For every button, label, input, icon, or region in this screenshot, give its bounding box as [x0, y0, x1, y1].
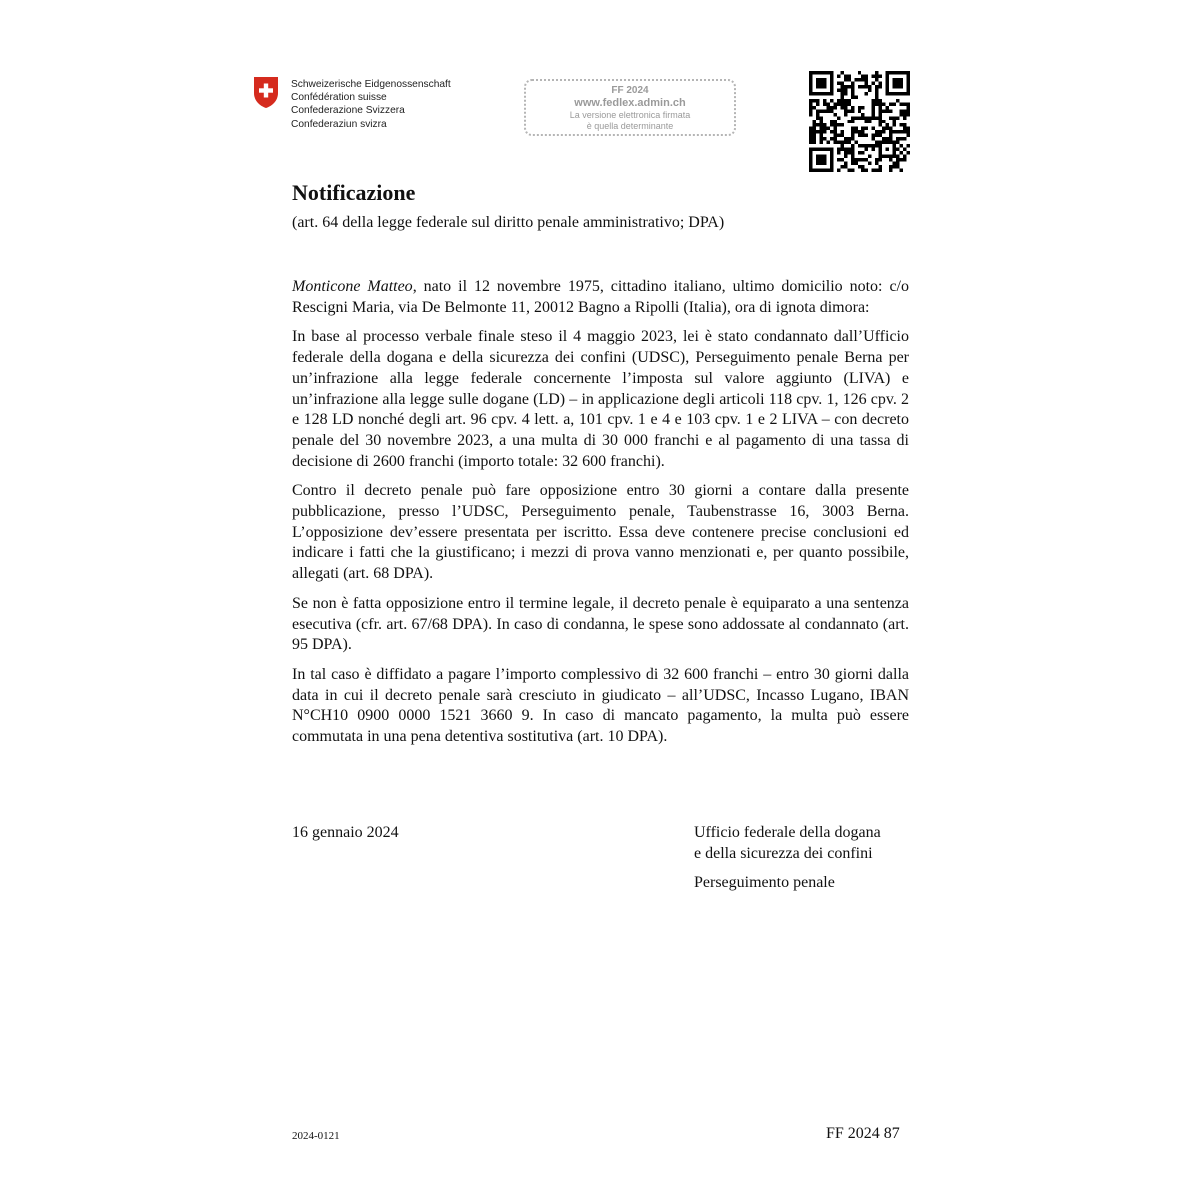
stamp-line-2: www.fedlex.admin.ch [574, 97, 686, 109]
notice-date: 16 gennaio 2024 [292, 824, 399, 841]
body-paragraph-payment: In tal caso è diffidato a pagare l’importo complessivo di 32 600 franchi – entro 30 giorni dalla data in cui il decreto penale sarà cresciuto in giudicato – all’UDSC, Incasso Lugano, IBAN N°CH10 0900 0000 1521 3660 9. In caso di mancato pagamento, la multa può essere commutata in una pena detentiva sostitutiva (art. 10 DPA). [292, 665, 909, 746]
page-title: Notificazione [292, 180, 416, 205]
addressee-paragraph [292, 277, 909, 318]
signature-block [694, 822, 881, 893]
confederation-name-it: Confederazione Svizzera [291, 105, 405, 117]
confederation-names [291, 78, 451, 131]
office-name-line-2: e della sicurezza dei confini [694, 845, 873, 862]
swiss-coat-of-arms-icon [253, 76, 279, 109]
body-paragraph-enforcement: Se non è fatta opposizione entro il termine legale, il decreto penale è equiparato a una sentenza esecutiva (cfr. art. 67/68 DPA). In caso di condanna, le spese sono addossate al condannato (art. 95 DPA). [292, 594, 909, 654]
confederation-name-fr: Confédération suisse [291, 92, 387, 104]
document-id: 2024-0121 [292, 1130, 340, 1142]
stamp-line-4: è quella determinante [586, 121, 674, 131]
publication-stamp [524, 79, 736, 136]
office-name-line-1: Ufficio federale della dogana [694, 824, 881, 841]
department-name: Perseguimento penale [694, 874, 835, 891]
addressee-name: Monticone Matteo [292, 278, 413, 295]
confederation-name-de: Schweizerische Eidgenossenschaft [291, 79, 451, 90]
body-paragraph-sentence: In base al processo verbale finale steso il 4 maggio 2023, lei è stato condannato dall’Ufficio federale della dogana e della sicurezza dei confini (UDSC), Perseguimento penale Berna per un’infrazione alla legge federale concernente l’imposta sul valore aggiunto (LIVA) e un’infrazione alla legge sulle dogane (LD) – in applicazione degli articoli 118 cpv. 1, 126 cpv. 2 e 128 LD nonché degli art. 96 cpv. 4 lett. a, 101 cpv. 1 e 4 e 103 cpv. 1 e 2 LIVA – con decreto penale del 30 novembre 2023, a una multa di 30 000 franchi e al pagamento di una tassa di decisione di 2600 franchi (importo totale: 32 600 franchi). [292, 328, 909, 470]
page-subtitle: (art. 64 della legge federale sul diritto penale amministrativo; DPA) [292, 214, 725, 231]
body-paragraph-opposition: Contro il decreto penale può fare opposizione entro 30 giorni a contare dalla presente pubblicazione, presso l’UDSC, Perseguimento penale, Taubenstrasse 16, 3003 Berna. L’opposizione dev’essere presentata per iscritto. Essa deve contenere precise conclusioni ed indicare i fatti che la giustificano; i mezzi di prova vanno menzionati e, per quanto possibile, allegati (art. 68 DPA). [292, 482, 909, 583]
qr-code-icon [809, 71, 910, 172]
confederation-name-rm: Confederaziun svizra [291, 118, 387, 130]
stamp-line-3: La versione elettronica firmata [569, 110, 691, 120]
notice-body [292, 277, 909, 757]
addressee-details: , nato il 12 novembre 1975, cittadino italiano, ultimo domicilio noto: c/o Rescigni Maria, via De Belmonte 11, 20012 Bagno a Ripolli (Italia), ora di ignota dimora: [292, 278, 909, 316]
publication-reference: FF 2024 87 [826, 1125, 900, 1142]
stamp-line-1: FF 2024 [611, 85, 649, 96]
